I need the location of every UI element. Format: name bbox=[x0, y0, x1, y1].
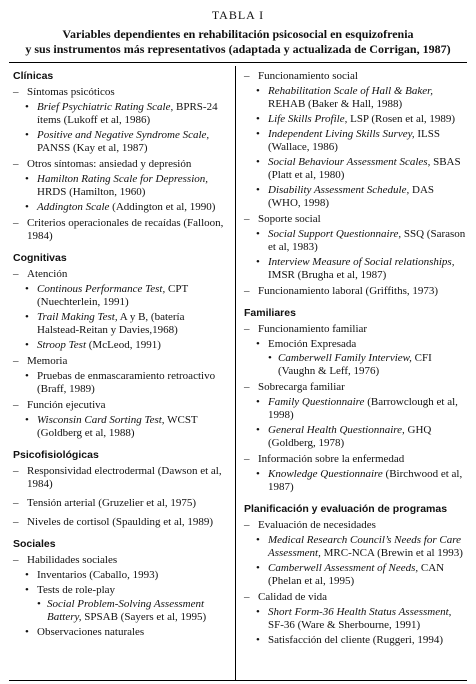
instrument-reference: CPT (Nuechterlein, 1991) bbox=[37, 283, 188, 308]
instrument-reference: (Birchwood et al, 1987) bbox=[268, 468, 463, 493]
list-item bbox=[244, 468, 466, 494]
list-item: – Responsividad electrodermal (Dawson et al, 1984) bbox=[13, 465, 225, 491]
list-item: • Observaciones naturales bbox=[13, 626, 225, 639]
list-item bbox=[13, 173, 225, 199]
list-item: • Emoción Expresada bbox=[244, 338, 466, 351]
list-item: • Satisfacción del cliente (Ruggeri, 1994) bbox=[244, 634, 466, 647]
list-item: • Pruebas de enmascaramiento retroactivo (Braff, 1989) bbox=[13, 370, 225, 396]
list-item bbox=[244, 256, 466, 282]
instrument-name: Continous Performance Test, bbox=[37, 283, 166, 295]
instrument-reference: DAS (WHO, 1998) bbox=[268, 184, 435, 209]
instrument-name: Addington Scale bbox=[37, 201, 110, 213]
list-item: – Calidad de vida bbox=[244, 591, 466, 604]
list-item: – Otros síntomas: ansiedad y depresión bbox=[13, 158, 225, 171]
instrument-name: Trail Making Test, bbox=[37, 311, 118, 323]
instrument-reference: MRC-NCA (Brewin et al 1993) bbox=[320, 547, 463, 559]
left-column bbox=[13, 70, 225, 639]
list-item: – Soporte social bbox=[244, 213, 466, 226]
instrument-reference: GHQ (Goldberg, 1978) bbox=[268, 424, 432, 449]
instrument-name: Family Questionnaire bbox=[268, 396, 365, 408]
list-item: • Tests de role-play bbox=[13, 584, 225, 597]
instrument-name: Medical Research Council’s Needs for Care Assessment, bbox=[268, 534, 461, 559]
table-title-line-1: Variables dependientes en rehabilitación psicosocial en esquizofrenia bbox=[62, 27, 414, 41]
instrument-reference: A y B, (batería Halstead-Reitan y Davies,1968) bbox=[37, 311, 185, 336]
instrument-reference: SSQ (Sarason et al, 1983) bbox=[268, 228, 466, 253]
list-item: – Niveles de cortisol (Spaulding et al, 1989) bbox=[13, 516, 225, 529]
instrument-reference: REHAB (Baker & Hall, 1988) bbox=[268, 98, 403, 110]
list-item: – Funcionamiento laboral (Griffiths, 1973) bbox=[244, 285, 466, 298]
list-item bbox=[244, 534, 466, 560]
instrument-name: Brief Psychiatric Rating Scale, bbox=[37, 101, 174, 113]
list-item bbox=[244, 85, 466, 111]
instrument-reference: (Addington et al, 1990) bbox=[109, 201, 216, 213]
instrument-name: Interview Measure of Social relationships, bbox=[268, 256, 455, 268]
list-item bbox=[13, 598, 225, 624]
list-item: – Funcionamiento familiar bbox=[244, 323, 466, 336]
list-item: – Tensión arterial (Gruzelier et al, 1975) bbox=[13, 497, 225, 510]
list-item bbox=[244, 606, 466, 632]
list-item bbox=[13, 129, 225, 155]
list-item: – Evaluación de necesidades bbox=[244, 519, 466, 532]
instrument-name: Independent Living Skills Survey, bbox=[268, 128, 415, 140]
instrument-name: Positive and Negative Syndrome Scale, bbox=[37, 129, 210, 141]
section-heading-familiares: Familiares bbox=[244, 307, 296, 319]
list-item bbox=[13, 414, 225, 440]
instrument-reference: (McLeod, 1991) bbox=[86, 339, 161, 351]
list-item: – Sobrecarga familiar bbox=[244, 381, 466, 394]
list-item bbox=[13, 283, 225, 309]
instrument-name: General Health Questionnaire, bbox=[268, 424, 405, 436]
list-item: – Función ejecutiva bbox=[13, 399, 225, 412]
list-item: – Memoria bbox=[13, 355, 225, 368]
instrument-name: Rehabilitation Scale of Hall & Baker, bbox=[268, 85, 433, 97]
table-caption: TABLA I bbox=[211, 8, 265, 22]
list-item: – Funcionamiento social bbox=[244, 70, 466, 83]
instrument-reference: SPSAB (Sayers et al, 1995) bbox=[81, 611, 207, 623]
right-column bbox=[244, 70, 466, 647]
instrument-reference: SBAS (Platt et al, 1980) bbox=[268, 156, 461, 181]
list-item bbox=[244, 113, 466, 126]
instrument-reference: CFI (Vaughn & Leff, 1976) bbox=[278, 352, 432, 377]
instrument-reference: CAN (Phelan et al, 1995) bbox=[268, 562, 445, 587]
instrument-reference: IMSR (Brugha et al, 1987) bbox=[268, 269, 387, 281]
instrument-name: Social Problem-Solving Assessment Battery, bbox=[47, 598, 205, 623]
list-item bbox=[244, 562, 466, 588]
instrument-reference: (Barrowclough et al, 1998) bbox=[268, 396, 458, 421]
list-item bbox=[13, 201, 225, 214]
instrument-name: Short Form-36 Health Status Assessment, bbox=[268, 606, 452, 618]
section-heading-sociales: Sociales bbox=[13, 538, 56, 550]
list-item bbox=[244, 396, 466, 422]
instrument-reference: PANSS (Kay et al, 1987) bbox=[37, 142, 148, 154]
list-item bbox=[244, 424, 466, 450]
list-item: – Síntomas psicóticos bbox=[13, 86, 225, 99]
top-rule bbox=[9, 62, 467, 63]
list-item bbox=[13, 101, 225, 127]
list-item bbox=[244, 228, 466, 254]
column-divider bbox=[235, 66, 236, 680]
instrument-reference: BPRS-24 ítems (Lukoff et al, 1986) bbox=[37, 101, 218, 126]
instrument-name: Knowledge Questionnaire bbox=[268, 468, 383, 480]
instrument-name: Wisconsin Card Sorting Test, bbox=[37, 414, 165, 426]
list-item bbox=[244, 128, 466, 154]
list-item: • Inventarios (Caballo, 1993) bbox=[13, 569, 225, 582]
instrument-name: Camberwell Family Interview, bbox=[278, 352, 412, 364]
instrument-name: Disability Assessment Schedule, bbox=[268, 184, 410, 196]
instrument-reference: ILSS (Wallace, 1986) bbox=[268, 128, 441, 153]
list-item bbox=[244, 184, 466, 210]
section-heading-cognitivas: Cognitivas bbox=[13, 252, 67, 264]
bottom-rule bbox=[9, 680, 467, 681]
list-item bbox=[244, 156, 466, 182]
instrument-name: Camberwell Assessment of Needs, bbox=[268, 562, 419, 574]
instrument-reference: HRDS (Hamilton, 1960) bbox=[37, 186, 146, 198]
list-item bbox=[244, 352, 466, 378]
section-heading-clinicas: Clínicas bbox=[13, 70, 54, 82]
instrument-name: Hamilton Rating Scale for Depression, bbox=[37, 173, 208, 185]
section-heading-planificacion: Planificación y evaluación de programas bbox=[244, 503, 448, 515]
table-title-line-2: y sus instrumentos más representativos (adaptada y actualizada de Corrigan, 1987) bbox=[25, 42, 451, 56]
list-item: – Habilidades sociales bbox=[13, 554, 225, 567]
section-heading-psicofisiologicas: Psicofisiológicas bbox=[13, 449, 99, 461]
list-item: – Criterios operacionales de recaídas (Falloon, 1984) bbox=[13, 217, 225, 243]
instrument-name: Social Support Questionnaire, bbox=[268, 228, 402, 240]
instrument-name: Social Behaviour Assessment Scales, bbox=[268, 156, 431, 168]
list-item bbox=[13, 339, 225, 352]
list-item: – Información sobre la enfermedad bbox=[244, 453, 466, 466]
instrument-reference: LSP (Rosen et al, 1989) bbox=[347, 113, 456, 125]
instrument-reference: WCST (Goldberg et al, 1988) bbox=[37, 414, 198, 439]
instrument-name: Life Skills Profile, bbox=[268, 113, 348, 125]
list-item bbox=[13, 311, 225, 337]
instrument-name: Stroop Test bbox=[37, 339, 87, 351]
list-item: – Atención bbox=[13, 268, 225, 281]
instrument-reference: SF-36 (Ware & Sherbourne, 1991) bbox=[268, 619, 421, 631]
